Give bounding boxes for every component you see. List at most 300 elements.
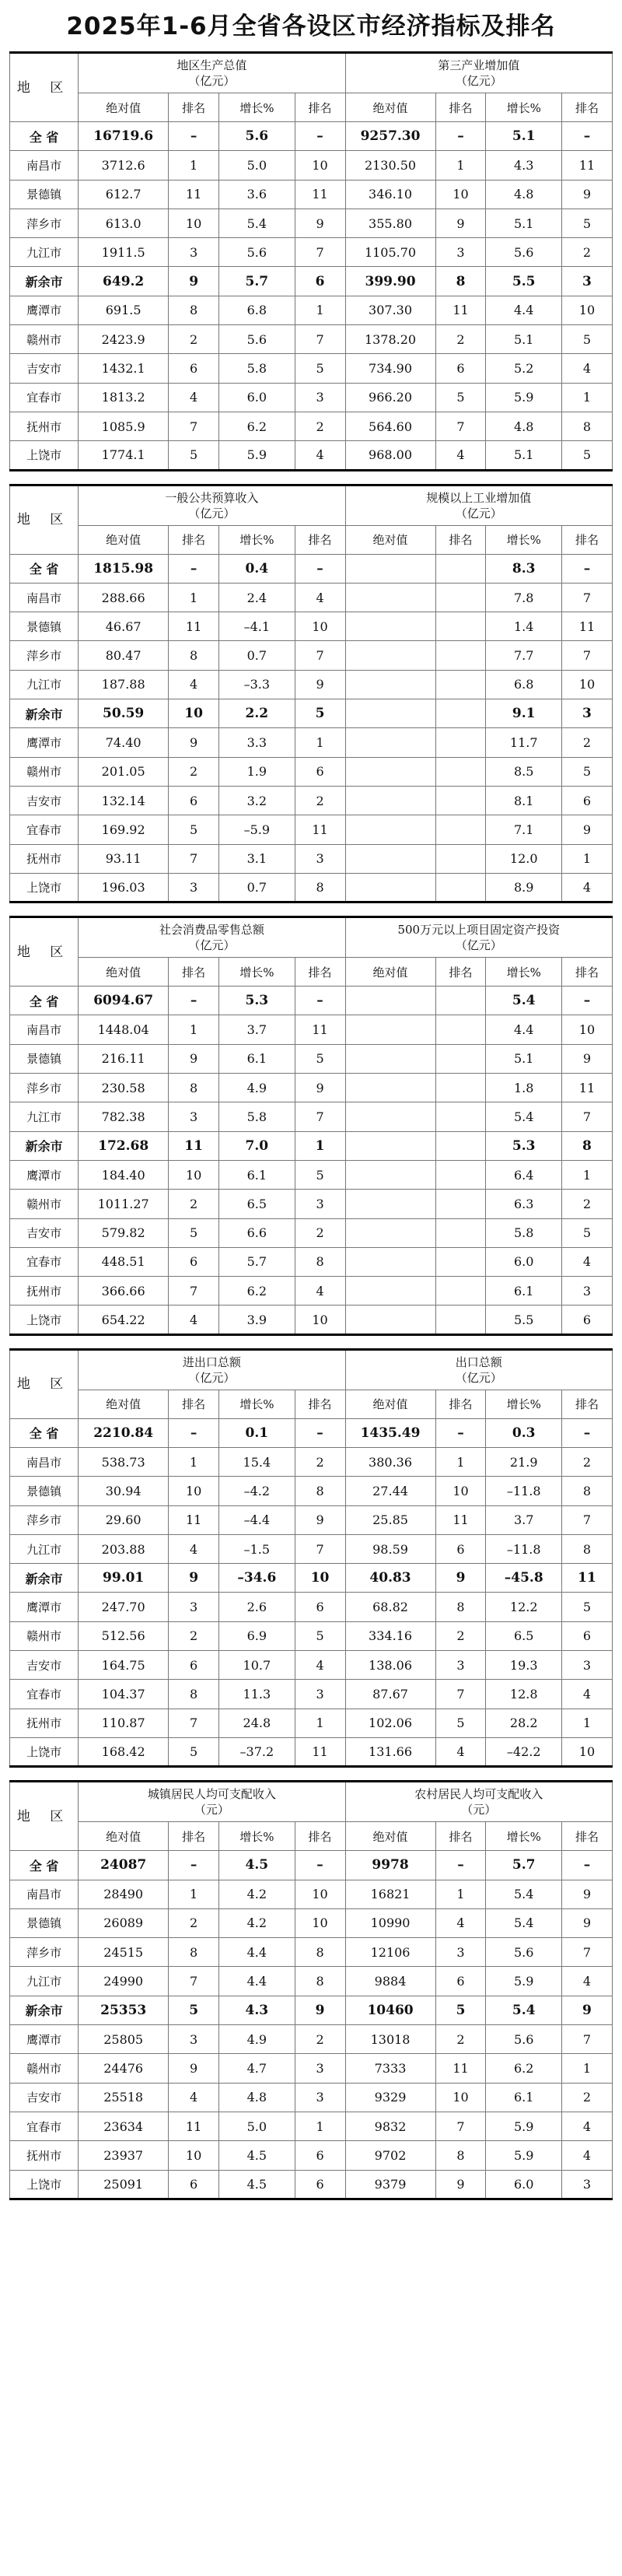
- rank: 11: [169, 2112, 219, 2140]
- growth-rank: 10: [295, 1564, 345, 1593]
- growth-rank: 6: [295, 2170, 345, 2199]
- growth-rate: 7.0: [219, 1131, 295, 1160]
- growth-header: 增长%: [486, 93, 561, 122]
- rank: 3: [435, 1938, 486, 1967]
- growth-rate: 5.4: [219, 209, 295, 237]
- city-row: [10, 1247, 613, 1276]
- rank: 1: [435, 1447, 486, 1476]
- abs-value: 346.10: [345, 180, 435, 209]
- growth-rank: 1: [561, 844, 612, 873]
- rank: 1: [169, 583, 219, 612]
- province-total-row: [10, 987, 613, 1015]
- abs-value-header: 绝对值: [345, 1822, 435, 1851]
- rank-header: 排名: [295, 525, 345, 554]
- rank: 4: [435, 441, 486, 470]
- city-row: [10, 873, 613, 902]
- abs-value: 612.7: [79, 180, 169, 209]
- growth-rank: 11: [561, 612, 612, 641]
- area-header: 地 区: [10, 1349, 79, 1418]
- indicator-section: [9, 484, 613, 904]
- growth-rate: 3.7: [486, 1505, 561, 1534]
- growth-rate: 5.1: [486, 209, 561, 237]
- growth-rate: 4.3: [219, 1996, 295, 2024]
- rank: 7: [169, 412, 219, 440]
- rank: [435, 1074, 486, 1102]
- growth-rank: 4: [561, 1680, 612, 1709]
- rank: 7: [169, 1967, 219, 1996]
- region-name: 萍乡市: [10, 1938, 79, 1967]
- rank: 1: [435, 1880, 486, 1908]
- growth-rate: 1.8: [486, 1074, 561, 1102]
- growth-rank: 1: [295, 1131, 345, 1160]
- growth-rate: 7.1: [486, 815, 561, 844]
- region-name: 新余市: [10, 1996, 79, 2024]
- growth-rank: 10: [295, 1306, 345, 1334]
- right-indicator-title: [345, 485, 612, 525]
- growth-rate: 2.4: [219, 583, 295, 612]
- growth-rate: 0.1: [219, 1418, 295, 1447]
- growth-rate: 4.5: [219, 1851, 295, 1880]
- region-name: 九江市: [10, 1102, 79, 1131]
- growth-header: 增长%: [486, 525, 561, 554]
- abs-value: 538.73: [79, 1447, 169, 1476]
- abs-value: 201.05: [79, 757, 169, 786]
- growth-rank: 9: [561, 1996, 612, 2024]
- growth-rank: 4: [295, 1277, 345, 1306]
- growth-rate: 6.8: [219, 296, 295, 324]
- growth-rate: –37.2: [219, 1737, 295, 1766]
- abs-value: 691.5: [79, 296, 169, 324]
- rank: 11: [435, 2054, 486, 2083]
- growth-rank: 5: [295, 354, 345, 383]
- growth-rank: 6: [295, 757, 345, 786]
- abs-value: 23634: [79, 2112, 169, 2140]
- growth-header: 增长%: [219, 958, 295, 987]
- rank: 6: [169, 786, 219, 815]
- indicator-unit: （亿元）: [188, 74, 236, 88]
- rank-header: 排名: [169, 525, 219, 554]
- region-name: 南昌市: [10, 583, 79, 612]
- growth-rank: 8: [295, 1967, 345, 1996]
- growth-rank: –: [561, 1418, 612, 1447]
- abs-value: 40.83: [345, 1564, 435, 1593]
- rank: –: [435, 122, 486, 151]
- rank-header: 排名: [295, 958, 345, 987]
- indicator-section: [9, 1348, 613, 1768]
- indicator-name: 城镇居民人均可支配收入: [147, 1787, 276, 1802]
- growth-rank: –: [295, 1851, 345, 1880]
- abs-value: 782.38: [79, 1102, 169, 1131]
- growth-rank: 5: [561, 1593, 612, 1621]
- growth-rate: –5.9: [219, 815, 295, 844]
- region-name: 鹰潭市: [10, 728, 79, 757]
- region-name: 景德镇: [10, 1908, 79, 1937]
- growth-rate: 6.3: [486, 1190, 561, 1218]
- city-row: [10, 1680, 613, 1709]
- abs-value: [345, 1218, 435, 1247]
- rank: 9: [435, 209, 486, 237]
- growth-rate: 4.4: [219, 1938, 295, 1967]
- growth-rate: 5.0: [219, 2112, 295, 2140]
- growth-rank: 9: [295, 1074, 345, 1102]
- rank: 6: [435, 1534, 486, 1563]
- growth-rate: 4.9: [219, 2025, 295, 2054]
- rank: 3: [169, 1593, 219, 1621]
- growth-rank: 6: [295, 2141, 345, 2170]
- rank: 2: [169, 1621, 219, 1650]
- rank-header: 排名: [169, 958, 219, 987]
- abs-value: 29.60: [79, 1505, 169, 1534]
- abs-value-header: 绝对值: [79, 1390, 169, 1418]
- city-row: [10, 209, 613, 237]
- growth-rank: 7: [561, 641, 612, 670]
- rank-header: 排名: [561, 958, 612, 987]
- abs-value: 27.44: [345, 1477, 435, 1505]
- growth-rate: 5.6: [219, 325, 295, 354]
- growth-rank: 8: [561, 1131, 612, 1160]
- city-row: [10, 1737, 613, 1766]
- growth-rank: 9: [295, 209, 345, 237]
- growth-rate: 1.9: [219, 757, 295, 786]
- region-name: 全 省: [10, 122, 79, 151]
- city-row: [10, 1967, 613, 1996]
- region-name: 景德镇: [10, 1477, 79, 1505]
- city-row: [10, 1190, 613, 1218]
- rank: [435, 987, 486, 1015]
- rank: 8: [435, 267, 486, 296]
- abs-value: 87.67: [345, 1680, 435, 1709]
- rank: 6: [435, 354, 486, 383]
- growth-rank: 1: [295, 2112, 345, 2140]
- region-name: 九江市: [10, 670, 79, 699]
- region-name: 赣州市: [10, 757, 79, 786]
- growth-rate: 6.2: [486, 2054, 561, 2083]
- region-name: 景德镇: [10, 612, 79, 641]
- region-name: 新余市: [10, 1564, 79, 1593]
- growth-rate: 5.9: [486, 2141, 561, 2170]
- rank: [435, 1160, 486, 1189]
- growth-header: 增长%: [219, 1822, 295, 1851]
- right-indicator-title: [345, 917, 612, 958]
- region-name: 吉安市: [10, 1218, 79, 1247]
- city-row: [10, 267, 613, 296]
- growth-rate: 5.4: [486, 987, 561, 1015]
- left-indicator-title: [79, 485, 345, 525]
- indicator-name: 第三产业增加值: [438, 58, 520, 72]
- indicator-unit: （亿元）: [455, 74, 502, 88]
- rank-header: 排名: [295, 1822, 345, 1851]
- growth-rank: 1: [295, 1709, 345, 1737]
- city-row: [10, 2054, 613, 2083]
- growth-rate: 11.3: [219, 1680, 295, 1709]
- growth-rank: 11: [295, 1015, 345, 1044]
- growth-rank: 11: [561, 1074, 612, 1102]
- city-row: [10, 1306, 613, 1334]
- city-row: [10, 757, 613, 786]
- growth-rate: 6.0: [486, 2170, 561, 2199]
- region-name: 赣州市: [10, 1621, 79, 1650]
- abs-value: 187.88: [79, 670, 169, 699]
- abs-value: 98.59: [345, 1534, 435, 1563]
- city-row: [10, 1160, 613, 1189]
- city-row: [10, 612, 613, 641]
- growth-rank: 4: [561, 2112, 612, 2140]
- growth-rate: 3.3: [219, 728, 295, 757]
- growth-rank: –: [295, 1418, 345, 1447]
- abs-value: [345, 757, 435, 786]
- abs-value: 168.42: [79, 1737, 169, 1766]
- growth-rate: 11.7: [486, 728, 561, 757]
- growth-rank: 4: [295, 583, 345, 612]
- growth-rate: 3.9: [219, 1306, 295, 1334]
- city-row: [10, 844, 613, 873]
- rank: 11: [435, 296, 486, 324]
- growth-rank: 11: [561, 151, 612, 180]
- city-row: [10, 1938, 613, 1967]
- right-indicator-title: [345, 1782, 612, 1822]
- abs-value: 26089: [79, 1908, 169, 1937]
- rank: 4: [169, 1306, 219, 1334]
- abs-value: 1435.49: [345, 1418, 435, 1447]
- area-header: 地 区: [10, 917, 79, 987]
- abs-value: [345, 641, 435, 670]
- city-row: [10, 728, 613, 757]
- growth-rank: 2: [295, 412, 345, 440]
- abs-value: [345, 554, 435, 583]
- area-header: 地 区: [10, 1782, 79, 1851]
- rank: 8: [169, 1680, 219, 1709]
- city-row: [10, 1477, 613, 1505]
- rank: 9: [169, 1044, 219, 1073]
- abs-value: 7333: [345, 2054, 435, 2083]
- abs-value: 968.00: [345, 441, 435, 470]
- rank: 8: [435, 1593, 486, 1621]
- rank: –: [169, 1851, 219, 1880]
- right-indicator-title: [345, 1349, 612, 1390]
- city-row: [10, 412, 613, 440]
- abs-value: [345, 1160, 435, 1189]
- city-row: [10, 325, 613, 354]
- growth-rate: 6.4: [486, 1160, 561, 1189]
- growth-rate: 6.9: [219, 1621, 295, 1650]
- area-header: 地 区: [10, 53, 79, 122]
- city-row: [10, 180, 613, 209]
- growth-rank: 7: [561, 1102, 612, 1131]
- abs-value-header: 绝对值: [79, 958, 169, 987]
- growth-rate: 5.1: [486, 441, 561, 470]
- growth-rate: 5.9: [486, 1967, 561, 1996]
- growth-rate: –4.1: [219, 612, 295, 641]
- abs-value: [345, 1131, 435, 1160]
- growth-rate: 8.9: [486, 873, 561, 902]
- abs-value: 23937: [79, 2141, 169, 2170]
- region-name: 全 省: [10, 1418, 79, 1447]
- city-row: [10, 1218, 613, 1247]
- growth-rate: 4.4: [486, 296, 561, 324]
- city-row: [10, 1564, 613, 1593]
- growth-rank: 5: [561, 209, 612, 237]
- region-name: 吉安市: [10, 354, 79, 383]
- growth-rate: 5.3: [486, 1131, 561, 1160]
- abs-value: 25.85: [345, 1505, 435, 1534]
- growth-rate: –45.8: [486, 1564, 561, 1593]
- region-name: 宜春市: [10, 815, 79, 844]
- region-name: 萍乡市: [10, 1505, 79, 1534]
- city-row: [10, 1908, 613, 1937]
- growth-rank: 10: [295, 612, 345, 641]
- rank-header: 排名: [435, 1390, 486, 1418]
- city-row: [10, 151, 613, 180]
- city-row: [10, 238, 613, 267]
- abs-value: 9832: [345, 2112, 435, 2140]
- rank: 7: [169, 1709, 219, 1737]
- growth-rank: 11: [295, 180, 345, 209]
- growth-rate: 24.8: [219, 1709, 295, 1737]
- city-row: [10, 1044, 613, 1073]
- abs-value: 25091: [79, 2170, 169, 2199]
- rank: 6: [169, 1247, 219, 1276]
- left-indicator-title: [79, 1349, 345, 1390]
- growth-rate: 5.9: [486, 2112, 561, 2140]
- rank-header: 排名: [435, 93, 486, 122]
- growth-rank: 8: [295, 873, 345, 902]
- growth-rank: 4: [561, 354, 612, 383]
- growth-rank: 2: [295, 786, 345, 815]
- indicator-name: 出口总额: [455, 1355, 502, 1369]
- abs-value: 579.82: [79, 1218, 169, 1247]
- growth-rate: –1.5: [219, 1534, 295, 1563]
- growth-rank: 1: [295, 296, 345, 324]
- growth-rank: 5: [295, 1044, 345, 1073]
- region-name: 抚州市: [10, 1277, 79, 1306]
- city-row: [10, 1651, 613, 1680]
- growth-rank: 5: [295, 1621, 345, 1650]
- rank: 5: [169, 441, 219, 470]
- rank-header: 排名: [435, 1822, 486, 1851]
- indicator-name: 进出口总额: [182, 1355, 241, 1369]
- rank-header: 排名: [561, 93, 612, 122]
- growth-rank: 3: [295, 1190, 345, 1218]
- growth-rate: 4.8: [219, 2083, 295, 2112]
- growth-rate: 0.7: [219, 873, 295, 902]
- abs-value: 355.80: [345, 209, 435, 237]
- growth-rank: 7: [561, 2025, 612, 2054]
- growth-rate: 12.8: [486, 1680, 561, 1709]
- indicator-unit: （元）: [194, 1803, 229, 1817]
- abs-value-header: 绝对值: [79, 525, 169, 554]
- growth-rank: 7: [295, 238, 345, 267]
- growth-rank: 3: [561, 1277, 612, 1306]
- growth-rate: 4.2: [219, 1908, 295, 1937]
- growth-rank: 5: [561, 1218, 612, 1247]
- growth-rate: 7.8: [486, 583, 561, 612]
- sections-container: [9, 51, 613, 2200]
- region-name: 南昌市: [10, 151, 79, 180]
- abs-value: [345, 786, 435, 815]
- growth-rate: 4.9: [219, 1074, 295, 1102]
- growth-rank: 11: [561, 1564, 612, 1593]
- region-name: 抚州市: [10, 412, 79, 440]
- growth-rank: 10: [295, 1908, 345, 1937]
- growth-rate: 5.0: [219, 151, 295, 180]
- region-name: 吉安市: [10, 1651, 79, 1680]
- region-name: 上饶市: [10, 1306, 79, 1334]
- growth-header: 增长%: [219, 525, 295, 554]
- rank: 5: [435, 383, 486, 412]
- rank: 4: [169, 383, 219, 412]
- abs-value: 288.66: [79, 583, 169, 612]
- growth-rate: 6.1: [486, 1277, 561, 1306]
- rank: 9: [169, 2054, 219, 2083]
- rank: 2: [435, 2025, 486, 2054]
- indicator-section: [9, 1780, 613, 2200]
- growth-rate: 5.6: [219, 122, 295, 151]
- indicator-unit: （亿元）: [188, 506, 236, 520]
- abs-value: [345, 612, 435, 641]
- rank-header: 排名: [435, 525, 486, 554]
- growth-rank: 3: [561, 699, 612, 728]
- growth-rank: 2: [561, 1190, 612, 1218]
- province-total-row: [10, 1418, 613, 1447]
- abs-value: [345, 1015, 435, 1044]
- province-total-row: [10, 122, 613, 151]
- growth-rate: 4.5: [219, 2170, 295, 2199]
- abs-value: [345, 1074, 435, 1102]
- rank: 2: [169, 1190, 219, 1218]
- abs-value: 216.11: [79, 1044, 169, 1073]
- rank: 2: [435, 1621, 486, 1650]
- abs-value: 1432.1: [79, 354, 169, 383]
- abs-value: 30.94: [79, 1477, 169, 1505]
- city-row: [10, 786, 613, 815]
- region-name: 萍乡市: [10, 641, 79, 670]
- growth-rank: 3: [561, 2170, 612, 2199]
- rank: 11: [169, 1131, 219, 1160]
- growth-rate: 5.7: [219, 267, 295, 296]
- city-row: [10, 1447, 613, 1476]
- growth-rank: 11: [295, 1737, 345, 1766]
- growth-rate: 5.9: [486, 383, 561, 412]
- indicator-name: 一般公共预算收入: [165, 490, 259, 505]
- rank: [435, 873, 486, 902]
- rank: [435, 583, 486, 612]
- region-name: 全 省: [10, 987, 79, 1015]
- growth-rate: 1.4: [486, 612, 561, 641]
- growth-rate: 15.4: [219, 1447, 295, 1476]
- region-name: 九江市: [10, 1534, 79, 1563]
- abs-value: 9884: [345, 1967, 435, 1996]
- growth-rate: 6.2: [219, 1277, 295, 1306]
- growth-rate: 5.1: [486, 1044, 561, 1073]
- growth-rate: –3.3: [219, 670, 295, 699]
- growth-rank: 9: [561, 1908, 612, 1937]
- rank: 10: [169, 699, 219, 728]
- region-name: 赣州市: [10, 325, 79, 354]
- rank: 9: [169, 1564, 219, 1593]
- growth-rank: 2: [295, 2025, 345, 2054]
- indicator-table: [9, 51, 613, 471]
- rank: 10: [435, 1477, 486, 1505]
- growth-rate: 5.6: [486, 2025, 561, 2054]
- abs-value: 172.68: [79, 1131, 169, 1160]
- city-row: [10, 354, 613, 383]
- city-row: [10, 1131, 613, 1160]
- growth-rank: 6: [561, 1306, 612, 1334]
- region-name: 鹰潭市: [10, 1593, 79, 1621]
- rank: 3: [169, 238, 219, 267]
- abs-value: 46.67: [79, 612, 169, 641]
- rank: 3: [169, 2025, 219, 2054]
